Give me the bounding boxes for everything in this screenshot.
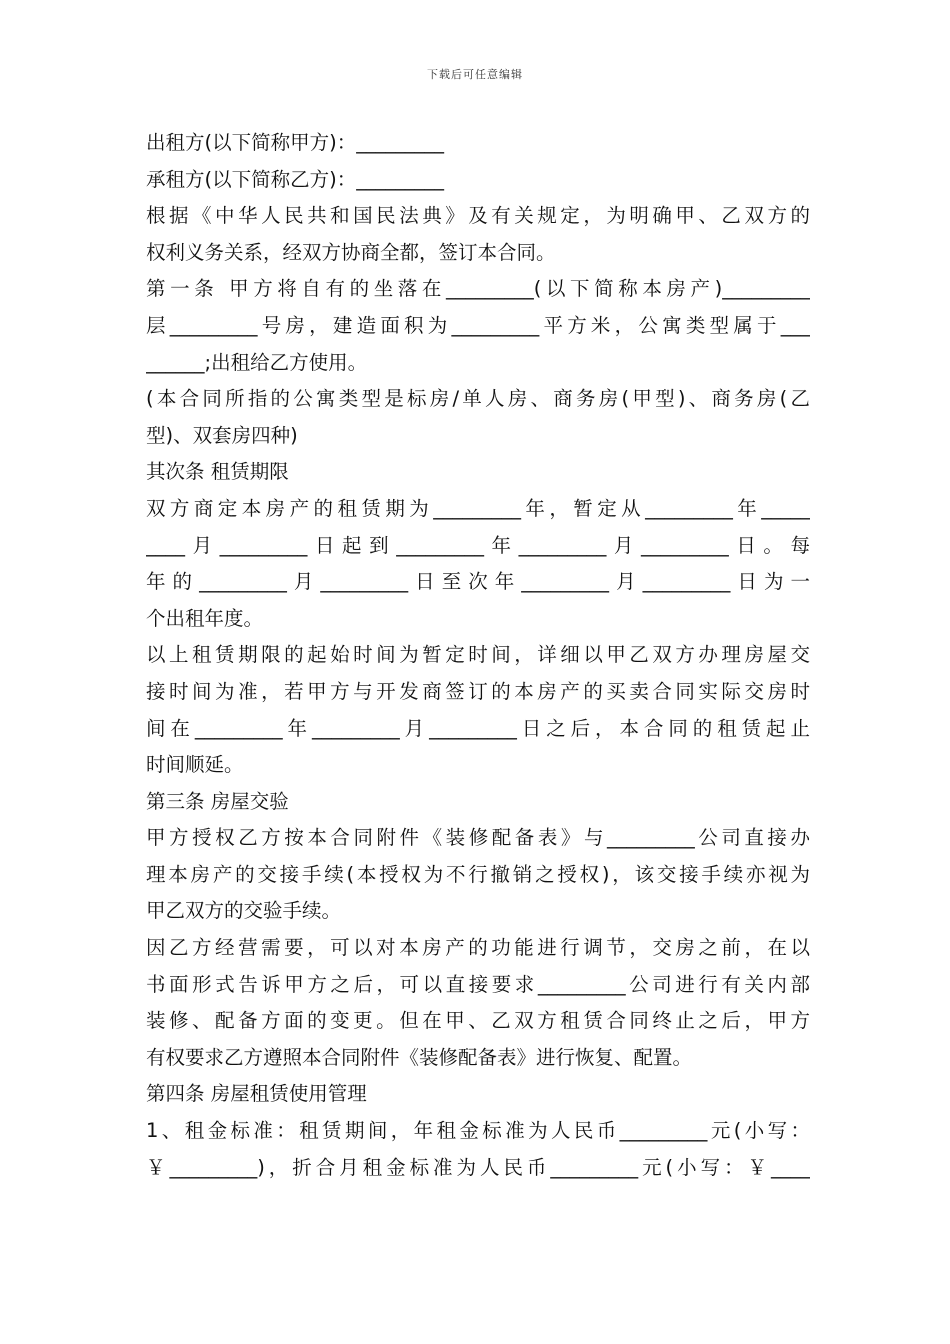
text-line: 理本房产的交接手续(本授权为不行撤销之授权)，该交接手续亦视为 — [146, 862, 810, 886]
text-line: ￥_________)，折合月租金标准为人民币_________元(小写：￥____ — [146, 1155, 810, 1179]
text-line: 个出租年度。 — [146, 606, 264, 630]
section-heading: 第四条 房屋租赁使用管理 — [146, 1082, 367, 1106]
text-line: 甲方授权乙方按本合同附件《装修配备表》与_________公司直接办 — [146, 826, 810, 850]
text-line: 间在_________年_________月_________日之后，本合同的租赁起止 — [146, 716, 810, 740]
text-line: 层_________号房，建造面积为_________平方米，公寓类型属于___ — [146, 313, 810, 337]
text-line: 根据《中华人民共和国民法典》及有关规定，为明确甲、乙双方的 — [146, 204, 810, 228]
text-line: 甲乙双方的交验手续。 — [146, 899, 342, 923]
text-line: 因乙方经营需要，可以对本房产的功能进行调节，交房之前，在以 — [146, 936, 810, 960]
text-line: ______;出租给乙方使用。 — [146, 350, 368, 374]
text-line: (本合同所指的公寓类型是标房/单人房、商务房(甲型)、商务房(乙 — [146, 387, 810, 411]
text-line: 第一条 甲方将自有的坐落在_________(以下简称本房产)_________ — [146, 277, 810, 301]
text-line: 型)、双套房四种) — [146, 423, 298, 447]
contract-body — [146, 125, 810, 1186]
section-heading: 其次条 租赁期限 — [146, 460, 289, 484]
text-line: 权利义务关系，经双方协商全都，签订本合同。 — [146, 240, 556, 264]
text-line: 双方商定本房产的租赁期为_________年，暂定从_________年_____ — [146, 496, 810, 520]
section-heading: 第三条 房屋交验 — [146, 789, 289, 813]
text-line: 装修、配备方面的变更。但在甲、乙双方租赁合同终止之后，甲方 — [146, 1009, 810, 1033]
text-line: 时间顺延。 — [146, 753, 244, 777]
text-line: ____月_________日起到_________年_________月_________日。每 — [146, 533, 810, 557]
text-line: 出租方(以下简称甲方)：_________ — [146, 131, 444, 154]
text-line: 承租方(以下简称乙方)：_________ — [146, 167, 444, 191]
text-line: 书面形式告诉甲方之后，可以直接要求_________公司进行有关内部 — [146, 972, 810, 996]
text-line: 有权要求乙方遵照本合同附件《装修配备表》进行恢复、配置。 — [146, 1045, 693, 1069]
text-line: 接时间为准，若甲方与开发商签订的本房产的买卖合同实际交房时 — [146, 679, 810, 703]
page-header: 下载后可任意编辑 — [427, 68, 523, 81]
text-line: 年的_________月_________日至次年_________月_________日为一 — [146, 570, 810, 594]
text-line: 1、租金标准：租赁期间，年租金标准为人民币_________元(小写： — [146, 1119, 810, 1143]
text-line: 以上租赁期限的起始时间为暂定时间，详细以甲乙双方办理房屋交 — [146, 643, 810, 667]
